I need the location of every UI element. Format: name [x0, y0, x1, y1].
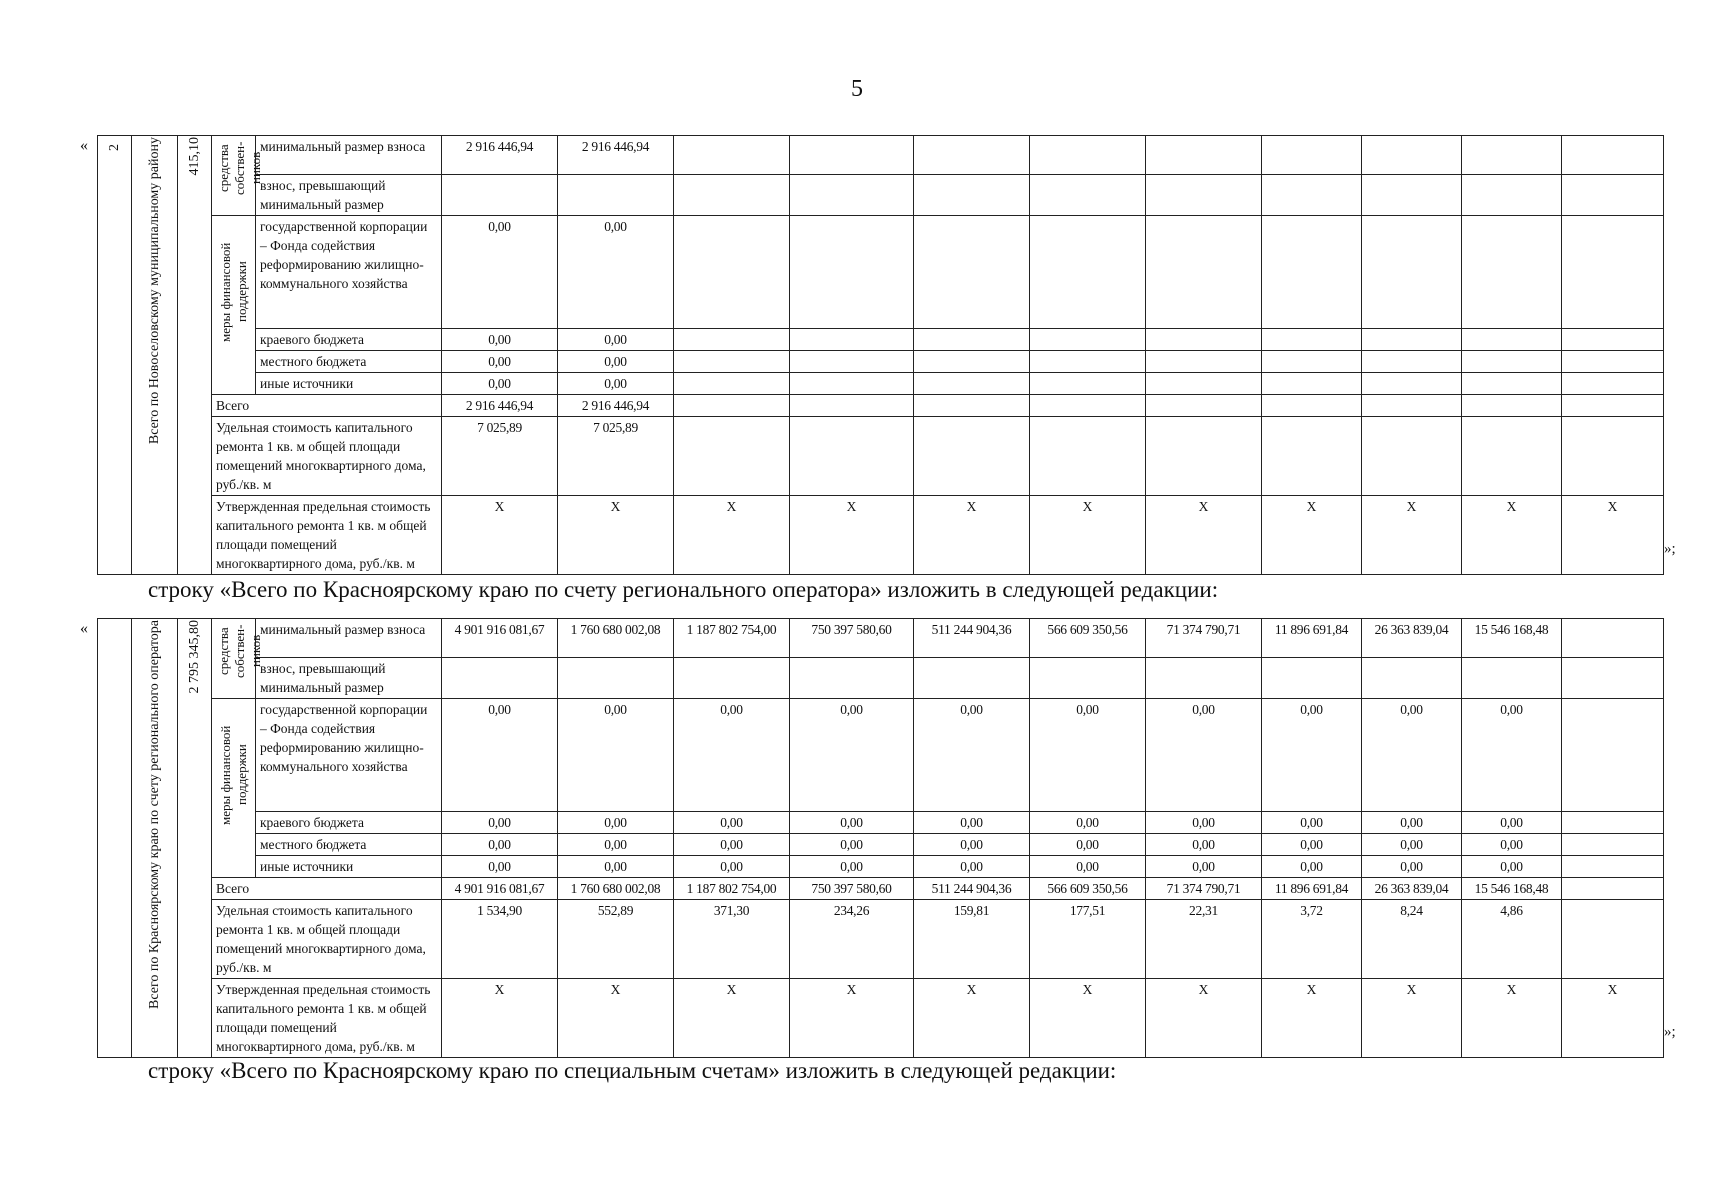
- value-cell: 0,00: [1362, 812, 1462, 834]
- row-label-local: местного бюджета: [256, 834, 442, 856]
- value-cell: 71 374 790,71: [1146, 619, 1262, 658]
- value-cell: 0,00: [442, 329, 558, 351]
- row-regional: [98, 329, 1664, 351]
- value-cell: 0,00: [442, 351, 558, 373]
- value-cell: 159,81: [914, 900, 1030, 979]
- row-other: [98, 373, 1664, 395]
- value-cell: [1362, 373, 1462, 395]
- value-cell: [1030, 136, 1146, 175]
- row-label-fund: государственной корпорации – Фонда содействия реформированию жилищно-коммунального хозяйства: [256, 699, 442, 812]
- value-cell: 0,00: [674, 812, 790, 834]
- value-cell: [1462, 329, 1562, 351]
- row-label-other: иные источники: [256, 373, 442, 395]
- value-cell: 0,00: [442, 856, 558, 878]
- value-cell: [914, 216, 1030, 329]
- row-label-other: иные источники: [256, 856, 442, 878]
- row-unit-cost: [98, 417, 1664, 496]
- row-fund: [98, 699, 1664, 812]
- empty-cell: [1562, 900, 1664, 979]
- value-cell: [790, 175, 914, 216]
- value-cell: 1 760 680 002,08: [558, 619, 674, 658]
- empty-cell: [1562, 395, 1664, 417]
- value-cell: 11 896 691,84: [1262, 619, 1362, 658]
- value-cell: 0,00: [914, 856, 1030, 878]
- row-label-local: местного бюджета: [256, 351, 442, 373]
- row-number-cell: [98, 619, 132, 1058]
- value-cell: [914, 658, 1030, 699]
- group-owners-funds: [212, 136, 263, 216]
- value-cell: 0,00: [1262, 699, 1362, 812]
- row-label-limit-cost: Утвержденная предельная стоимость капитального ремонта 1 кв. м общей площади помещений многоквартирного дома, руб./кв. м: [212, 496, 442, 575]
- value-cell: 4 901 916 081,67: [442, 878, 558, 900]
- value-cell: 0,00: [1362, 699, 1462, 812]
- value-cell: [1030, 329, 1146, 351]
- value-cell: 2 916 446,94: [442, 395, 558, 417]
- value-cell: [1362, 136, 1462, 175]
- value-cell: [1030, 395, 1146, 417]
- value-cell: [790, 417, 914, 496]
- value-cell: [674, 351, 790, 373]
- value-cell: [1462, 216, 1562, 329]
- close-quote-1: »;: [1664, 541, 1676, 557]
- value-cell: 750 397 580,60: [790, 619, 914, 658]
- value-cell: 0,00: [674, 856, 790, 878]
- value-cell: 0,00: [1146, 812, 1262, 834]
- value-cell: [1362, 658, 1462, 699]
- value-cell: 1 760 680 002,08: [558, 878, 674, 900]
- value-cell: 15 546 168,48: [1462, 878, 1562, 900]
- value-cell: X: [1462, 979, 1562, 1058]
- value-cell: X: [558, 496, 674, 575]
- row-min-fee: [98, 619, 1664, 658]
- value-cell: 552,89: [558, 900, 674, 979]
- value-cell: [1146, 136, 1262, 175]
- value-cell: 0,00: [1262, 812, 1362, 834]
- value-cell: 22,31: [1146, 900, 1262, 979]
- row-label-over-min: взнос, превышающий минимальный размер: [256, 175, 442, 216]
- group-financial-support: [212, 699, 256, 878]
- value-cell: [1146, 329, 1262, 351]
- value-cell: [1030, 373, 1146, 395]
- group-support-label: меры финансовой поддержки: [217, 725, 249, 825]
- value-cell: X: [1030, 496, 1146, 575]
- value-cell: [1462, 395, 1562, 417]
- value-cell: 0,00: [1030, 834, 1146, 856]
- value-cell: [914, 417, 1030, 496]
- value-cell: 2 916 446,94: [442, 136, 558, 175]
- value-cell: 7 025,89: [442, 417, 558, 496]
- value-cell: [1262, 351, 1362, 373]
- value-cell: [1462, 136, 1562, 175]
- value-cell: 0,00: [558, 351, 674, 373]
- open-quote-1: «: [80, 137, 88, 154]
- value-cell: X: [1562, 496, 1664, 575]
- value-cell: 0,00: [790, 812, 914, 834]
- row-label-limit-cost: Утвержденная предельная стоимость капитального ремонта 1 кв. м общей площади помещений многоквартирного дома, руб./кв. м: [212, 979, 442, 1058]
- empty-cell: [1562, 834, 1664, 856]
- value-cell: [1362, 417, 1462, 496]
- value-cell: [1262, 417, 1362, 496]
- row-total: [98, 395, 1664, 417]
- value-cell: 0,00: [914, 812, 1030, 834]
- value-cell: [1262, 658, 1362, 699]
- row-min-fee: [98, 136, 1664, 175]
- row-unit-cost: [98, 900, 1664, 979]
- value-cell: [1462, 658, 1562, 699]
- instruction-regional-operator: строку «Всего по Красноярскому краю по счету регионального оператора» изложить в следующей редакции:: [148, 577, 1219, 602]
- value-cell: [1030, 175, 1146, 216]
- row-number: 2: [107, 144, 122, 151]
- empty-cell: [1562, 216, 1664, 329]
- value-cell: [1362, 175, 1462, 216]
- value-cell: [790, 395, 914, 417]
- value-cell: [914, 329, 1030, 351]
- group-financial-support: [212, 216, 256, 395]
- value-cell: X: [790, 496, 914, 575]
- row-limit-cost: [98, 979, 1664, 1058]
- value-cell: 3,72: [1262, 900, 1362, 979]
- value-cell: [1262, 136, 1362, 175]
- capital-repair-table-1: [97, 135, 1664, 575]
- value-cell: [1146, 351, 1262, 373]
- value-cell: X: [790, 979, 914, 1058]
- value-cell: [1362, 395, 1462, 417]
- group-support-label: меры финансовой поддержки: [217, 242, 249, 342]
- row-label-min-fee: минимальный размер взноса: [256, 619, 442, 658]
- empty-cell: [1562, 351, 1664, 373]
- municipality-name-cell: [132, 619, 178, 1058]
- row-fund: [98, 216, 1664, 329]
- value-cell: [1146, 417, 1262, 496]
- value-cell: [674, 175, 790, 216]
- value-cell: 177,51: [1030, 900, 1146, 979]
- value-cell: 26 363 839,04: [1362, 619, 1462, 658]
- value-cell: 11 896 691,84: [1262, 878, 1362, 900]
- value-cell: 0,00: [558, 834, 674, 856]
- empty-cell: [1562, 812, 1664, 834]
- value-cell: [558, 658, 674, 699]
- empty-cell: [1562, 658, 1664, 699]
- value-cell: [442, 175, 558, 216]
- value-cell: [1262, 216, 1362, 329]
- empty-cell: [1562, 136, 1664, 175]
- value-cell: 0,00: [790, 834, 914, 856]
- value-cell: 0,00: [1030, 699, 1146, 812]
- value-cell: 0,00: [790, 856, 914, 878]
- value-cell: X: [1146, 496, 1262, 575]
- row-label-unit-cost: Удельная стоимость капитального ремонта 1 кв. м общей площади помещений многоквартирного дома, руб./кв. м: [212, 900, 442, 979]
- row-label-unit-cost: Удельная стоимость капитального ремонта 1 кв. м общей площади помещений многоквартирного дома, руб./кв. м: [212, 417, 442, 496]
- value-cell: X: [914, 496, 1030, 575]
- value-cell: [1146, 216, 1262, 329]
- value-cell: [1030, 658, 1146, 699]
- value-cell: [1462, 351, 1562, 373]
- empty-cell: [1562, 619, 1664, 658]
- total-area: 415,10: [187, 137, 202, 176]
- value-cell: 1 187 802 754,00: [674, 619, 790, 658]
- value-cell: 0,00: [558, 373, 674, 395]
- value-cell: 2 916 446,94: [558, 395, 674, 417]
- value-cell: X: [1362, 496, 1462, 575]
- value-cell: 0,00: [442, 834, 558, 856]
- value-cell: X: [442, 496, 558, 575]
- value-cell: 0,00: [914, 699, 1030, 812]
- municipality-name-cell: [132, 136, 178, 575]
- value-cell: X: [1362, 979, 1462, 1058]
- capital-repair-table-2: [97, 618, 1664, 1058]
- value-cell: 0,00: [1462, 812, 1562, 834]
- row-label-regional: краевого бюджета: [256, 812, 442, 834]
- value-cell: 0,00: [1262, 856, 1362, 878]
- value-cell: 1 187 802 754,00: [674, 878, 790, 900]
- empty-cell: [1562, 373, 1664, 395]
- row-label-regional: краевого бюджета: [256, 329, 442, 351]
- page-number: 5: [851, 76, 863, 102]
- value-cell: X: [674, 979, 790, 1058]
- value-cell: [790, 329, 914, 351]
- value-cell: [790, 373, 914, 395]
- value-cell: [790, 216, 914, 329]
- value-cell: 0,00: [1146, 699, 1262, 812]
- value-cell: 234,26: [790, 900, 914, 979]
- row-limit-cost: [98, 496, 1664, 575]
- value-cell: [914, 175, 1030, 216]
- value-cell: 0,00: [1030, 856, 1146, 878]
- value-cell: [1146, 175, 1262, 216]
- value-cell: [1146, 658, 1262, 699]
- value-cell: [674, 329, 790, 351]
- row-local: [98, 351, 1664, 373]
- value-cell: 511 244 904,36: [914, 878, 1030, 900]
- value-cell: 0,00: [442, 216, 558, 329]
- value-cell: 4,86: [1462, 900, 1562, 979]
- open-quote-2: «: [80, 620, 88, 637]
- row-label-fund: государственной корпорации – Фонда содействия реформированию жилищно-коммунального хозяйства: [256, 216, 442, 329]
- value-cell: [674, 216, 790, 329]
- value-cell: 750 397 580,60: [790, 878, 914, 900]
- value-cell: X: [914, 979, 1030, 1058]
- value-cell: 26 363 839,04: [1362, 878, 1462, 900]
- value-cell: [790, 658, 914, 699]
- value-cell: 71 374 790,71: [1146, 878, 1262, 900]
- empty-cell: [1562, 856, 1664, 878]
- value-cell: 0,00: [442, 812, 558, 834]
- empty-cell: [1562, 175, 1664, 216]
- value-cell: X: [1146, 979, 1262, 1058]
- value-cell: [1030, 417, 1146, 496]
- value-cell: [1362, 351, 1462, 373]
- value-cell: [914, 373, 1030, 395]
- row-label-total: Всего: [212, 395, 442, 417]
- value-cell: [790, 136, 914, 175]
- value-cell: 0,00: [1362, 834, 1462, 856]
- value-cell: [1030, 351, 1146, 373]
- value-cell: [1146, 373, 1262, 395]
- value-cell: [674, 658, 790, 699]
- value-cell: X: [1262, 979, 1362, 1058]
- empty-cell: [1562, 878, 1664, 900]
- value-cell: [1262, 395, 1362, 417]
- value-cell: 0,00: [558, 216, 674, 329]
- value-cell: [1362, 216, 1462, 329]
- row-over-min: [98, 658, 1664, 699]
- total-area: 2 795 345,80: [187, 620, 202, 694]
- row-regional: [98, 812, 1664, 834]
- group-owners-label: средства собствен-ников: [216, 624, 263, 678]
- value-cell: 0,00: [558, 812, 674, 834]
- value-cell: 0,00: [1030, 812, 1146, 834]
- empty-cell: [1562, 699, 1664, 812]
- value-cell: X: [442, 979, 558, 1058]
- value-cell: 0,00: [1146, 856, 1262, 878]
- value-cell: 0,00: [558, 699, 674, 812]
- area-cell: [178, 136, 212, 575]
- value-cell: 4 901 916 081,67: [442, 619, 558, 658]
- value-cell: [1362, 329, 1462, 351]
- value-cell: 0,00: [914, 834, 1030, 856]
- municipality-name: Всего по Красноярскому краю по счету регионального оператора: [147, 620, 162, 1009]
- value-cell: [674, 136, 790, 175]
- value-cell: 0,00: [674, 699, 790, 812]
- value-cell: 2 916 446,94: [558, 136, 674, 175]
- value-cell: 0,00: [1462, 856, 1562, 878]
- value-cell: [558, 175, 674, 216]
- group-owners-funds: [212, 619, 263, 699]
- value-cell: [1262, 329, 1362, 351]
- value-cell: [1146, 395, 1262, 417]
- value-cell: 0,00: [442, 699, 558, 812]
- value-cell: 371,30: [674, 900, 790, 979]
- value-cell: X: [558, 979, 674, 1058]
- value-cell: 0,00: [442, 373, 558, 395]
- value-cell: 7 025,89: [558, 417, 674, 496]
- value-cell: X: [1462, 496, 1562, 575]
- empty-cell: [1562, 329, 1664, 351]
- row-label-total: Всего: [212, 878, 442, 900]
- value-cell: 0,00: [1462, 834, 1562, 856]
- row-label-min-fee: минимальный размер взноса: [256, 136, 442, 175]
- value-cell: 566 609 350,56: [1030, 878, 1146, 900]
- value-cell: [674, 373, 790, 395]
- value-cell: X: [1262, 496, 1362, 575]
- value-cell: 8,24: [1362, 900, 1462, 979]
- municipality-name: Всего по Новоселовскому муниципальному району: [147, 137, 162, 445]
- value-cell: [790, 351, 914, 373]
- value-cell: [1262, 175, 1362, 216]
- value-cell: 15 546 168,48: [1462, 619, 1562, 658]
- value-cell: 0,00: [674, 834, 790, 856]
- empty-cell: [1562, 417, 1664, 496]
- value-cell: X: [1030, 979, 1146, 1058]
- value-cell: [1030, 216, 1146, 329]
- value-cell: [914, 395, 1030, 417]
- value-cell: [1262, 373, 1362, 395]
- value-cell: 0,00: [790, 699, 914, 812]
- value-cell: 0,00: [1362, 856, 1462, 878]
- value-cell: 0,00: [1462, 699, 1562, 812]
- value-cell: [914, 136, 1030, 175]
- value-cell: [1462, 175, 1562, 216]
- value-cell: 0,00: [558, 329, 674, 351]
- row-over-min: [98, 175, 1664, 216]
- value-cell: 0,00: [558, 856, 674, 878]
- value-cell: [674, 395, 790, 417]
- value-cell: 511 244 904,36: [914, 619, 1030, 658]
- value-cell: 0,00: [1146, 834, 1262, 856]
- row-label-over-min: взнос, превышающий минимальный размер: [256, 658, 442, 699]
- close-quote-2: »;: [1664, 1024, 1676, 1040]
- value-cell: X: [674, 496, 790, 575]
- value-cell: [442, 658, 558, 699]
- row-total: [98, 878, 1664, 900]
- value-cell: 1 534,90: [442, 900, 558, 979]
- group-owners-label: средства собствен-ников: [216, 141, 263, 195]
- value-cell: [674, 417, 790, 496]
- value-cell: X: [1562, 979, 1664, 1058]
- instruction-special-accounts: строку «Всего по Красноярскому краю по специальным счетам» изложить в следующей редакции:: [148, 1058, 1117, 1083]
- area-cell: [178, 619, 212, 1058]
- value-cell: 0,00: [1262, 834, 1362, 856]
- row-number-cell: [98, 136, 132, 575]
- value-cell: [1462, 373, 1562, 395]
- row-other: [98, 856, 1664, 878]
- value-cell: [1462, 417, 1562, 496]
- value-cell: 566 609 350,56: [1030, 619, 1146, 658]
- value-cell: [914, 351, 1030, 373]
- row-local: [98, 834, 1664, 856]
